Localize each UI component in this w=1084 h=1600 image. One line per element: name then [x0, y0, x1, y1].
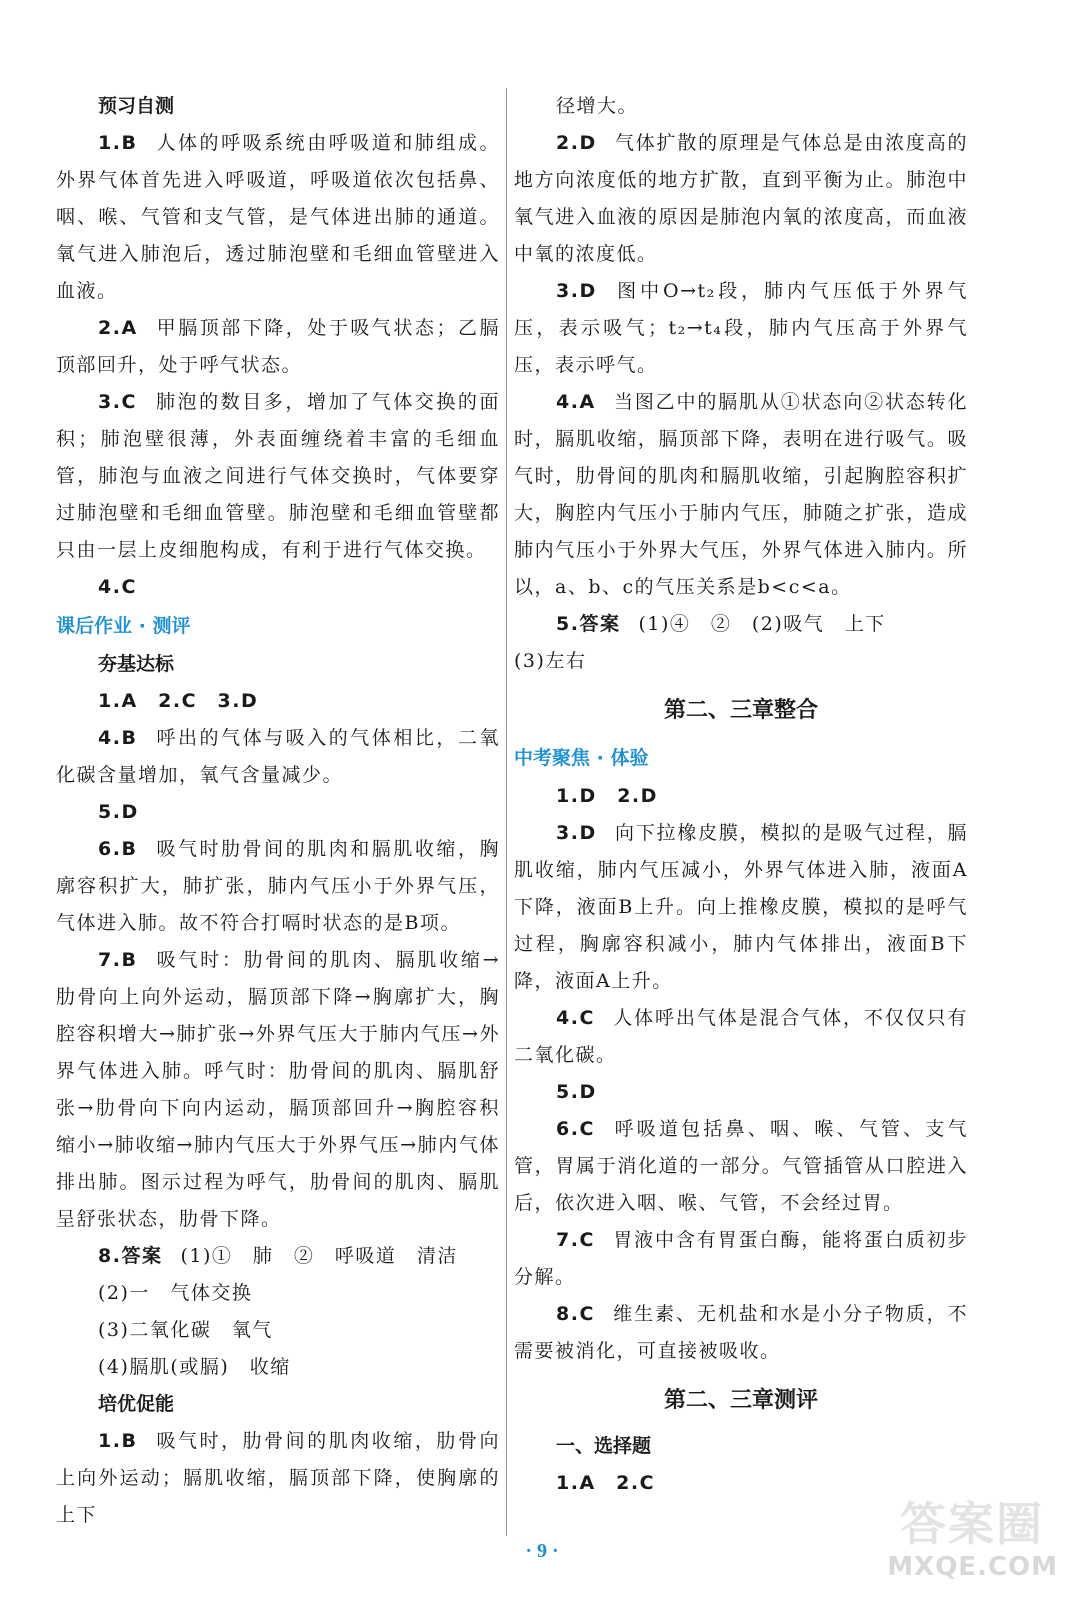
answer-line: 1.A 2.C [556, 1472, 656, 1494]
answer-text: 呼吸道包括鼻、咽、喉、气管、支气管，胃属于消化道的一部分。气管插管从口腔进入后，依次进入咽、喉、气管，不会经过胃。 [514, 1118, 968, 1214]
answer-number: 6.C [556, 1118, 595, 1140]
answer-item [56, 1423, 500, 1534]
answer-text: 人体的呼吸系统由呼吸道和肺组成。外界气体首先进入呼吸道，呼吸道依次包括鼻、咽、喉、气管和支气管，是气体进出肺的通道。氧气进入肺泡后，透过肺泡壁和毛细血管壁进入血液。 [56, 132, 500, 302]
left-column [56, 88, 500, 1534]
answer-number: 5.D [98, 801, 139, 823]
answer-text: 呼出的气体与吸入的气体相比，二氧化碳含量增加，氧气含量减少。 [56, 727, 500, 786]
answer-number: 6.B [98, 838, 138, 860]
answer-text: 维生素、无机盐和水是小分子物质，不需要被消化，可直接被吸收。 [514, 1303, 968, 1362]
answer-line: (2)一 气体交换 [98, 1282, 253, 1304]
continued-text: 径增大。 [556, 95, 639, 117]
answer-item [514, 1074, 968, 1111]
answer-item [514, 1111, 968, 1222]
answer-item [56, 569, 500, 606]
duoji-heading: 夯基达标 [98, 653, 175, 675]
answer-number: 5.D [556, 1081, 597, 1103]
section-title: 中考聚焦 · 体验 [514, 747, 649, 769]
answer-item [56, 794, 500, 831]
answer-item [56, 125, 500, 310]
answer-text: 图中O→t₂段，肺内气压低于外界气压，表示吸气；t₂→t₄段，肺内气压高于外界气压，表示呼气。 [514, 280, 968, 376]
answer-item [514, 1222, 968, 1296]
answer-item [514, 1296, 968, 1370]
answer-item [514, 815, 968, 1000]
answer-line: (3)二氧化碳 氧气 [98, 1319, 273, 1341]
watermark-logo: 答案圈 [900, 1497, 1044, 1551]
answer-number: 1.B [98, 132, 138, 154]
answer-line: (3)左右 [514, 650, 587, 672]
answer-number: 4.C [98, 576, 137, 598]
answer-text: (1)① 肺 ② 呼吸道 清洁 [180, 1245, 458, 1267]
answer-text: 吸气时：肋骨间的肌肉、膈肌收缩→肋骨向上向外运动，膈顶部下降→胸廓扩大，胸腔容积增大→肺扩张→外界气压大于肺内气压→外界气体进入肺。呼气时：肋骨间的肌肉、膈肌舒张→肋骨向下向内运动，膈顶部回升→胸腔容积缩小→肺收缩→肺内气压大于外界气压→肺内气体排出肺。图示过程为呼气，肋骨间的肌肉、膈肌呈舒张状态，肋骨下降。 [56, 949, 500, 1230]
right-column [514, 88, 968, 1502]
answer-line: 1.A 2.C 3.D [98, 690, 259, 712]
answer-text: 胃液中含有胃蛋白酶，能将蛋白质初步分解。 [514, 1229, 968, 1288]
section-title: 课后作业 · 测评 [56, 615, 191, 637]
answer-item [56, 310, 500, 384]
answer-text: 气体扩散的原理是气体总是由浓度高的地方向浓度低的地方扩散，直到平衡为止。肺泡中氧气进入血液的原因是肺泡内氧的浓度高，而血液中氧的浓度低。 [514, 132, 968, 265]
answer-item [514, 273, 968, 384]
answer-item [56, 384, 500, 569]
answer-line: (4)膈肌(或膈) 收缩 [98, 1356, 291, 1378]
answer-number: 2.A [98, 317, 138, 339]
chapter-title: 第二、三章整合 [663, 698, 818, 723]
xz-heading: 一、选择题 [556, 1435, 652, 1457]
answer-number: 4.B [98, 727, 138, 749]
answer-number: 7.C [556, 1229, 595, 1251]
answer-item [514, 384, 968, 606]
answer-text: 向下拉橡皮膜，模拟的是吸气过程，膈肌收缩，肺内气压减小，外界气体进入肺，液面A下降，液面B上升。向上推橡皮膜，模拟的是呼气过程，胸廓容积减小，肺内气体排出，液面B下降，液面A上升。 [514, 822, 968, 992]
column-divider [506, 88, 507, 1536]
answer-number: 3.C [98, 391, 137, 413]
answer-number: 1.B [98, 1430, 138, 1452]
answer-item [56, 942, 500, 1238]
answer-number: 3.D [556, 280, 597, 302]
yuxi-heading: 预习自测 [98, 95, 175, 117]
answer-text: 甲膈顶部下降，处于吸气状态；乙膈顶部回升，处于呼气状态。 [56, 317, 500, 376]
peiyou-heading: 培优促能 [98, 1393, 175, 1415]
answer-text: 吸气时肋骨间的肌肉和膈肌收缩，胸廓容积扩大，肺扩张，肺内气压小于外界气压，气体进入肺。故不符合打嗝时状态的是B项。 [56, 838, 500, 934]
answer-number: 4.A [556, 391, 596, 413]
answer-item [514, 125, 968, 273]
answer-item [56, 831, 500, 942]
page-number: · 9 · [525, 1540, 559, 1562]
answer-number: 8.C [556, 1303, 595, 1325]
answer-number: 5.答案 [556, 613, 621, 635]
answer-item [56, 720, 500, 794]
answer-text: 吸气时，肋骨间的肌肉收缩，肋骨向上向外运动；膈肌收缩，膈顶部下降，使胸廓的上下 [56, 1430, 500, 1526]
answer-text: (1)④ ② (2)吸气 上下 [638, 613, 886, 635]
answer-text: 当图乙中的膈肌从①状态向②状态转化时，膈肌收缩，膈顶部下降，表明在进行吸气。吸气时，肋骨间的肌肉和膈肌收缩，引起胸腔容积扩大，胸腔内气压小于肺内气压，肺随之扩张，造成肺内气压小于外界大气压，外界气体进入肺内。所以，a、b、c的气压关系是b<c<a。 [514, 391, 968, 598]
answer-item [514, 1000, 968, 1074]
answer-number: 4.C [556, 1007, 595, 1029]
answer-number: 8.答案 [98, 1245, 163, 1267]
answer-number: 2.D [556, 132, 597, 154]
answer-item [56, 1238, 500, 1275]
answer-number: 7.B [98, 949, 138, 971]
answer-line: 1.D 2.D [556, 785, 658, 807]
answer-text: 肺泡的数目多，增加了气体交换的面积；肺泡壁很薄，外表面缠绕着丰富的毛细血管，肺泡与血液之间进行气体交换时，气体要穿过肺泡壁和毛细血管壁。肺泡壁和毛细血管壁都只由一层上皮细胞构成，有利于进行气体交换。 [56, 391, 500, 561]
watermark-url: MXQE.COM [887, 1552, 1058, 1582]
answer-text: 人体呼出气体是混合气体，不仅仅只有二氧化碳。 [514, 1007, 968, 1066]
answer-item [514, 606, 968, 643]
chapter-title: 第二、三章测评 [663, 1388, 818, 1413]
answer-number: 3.D [556, 822, 597, 844]
